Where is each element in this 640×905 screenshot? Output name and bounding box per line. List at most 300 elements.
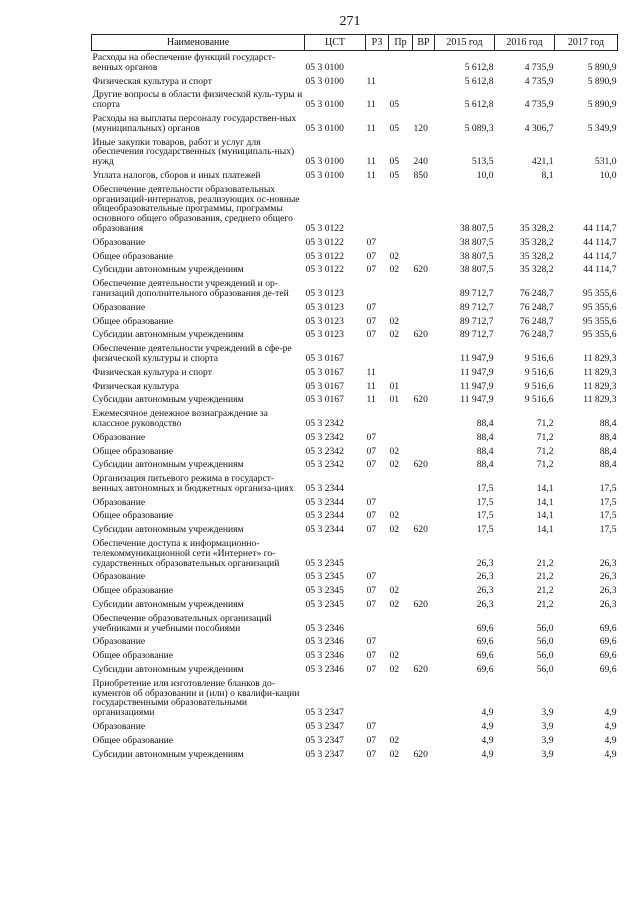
cell-cst: 05 3 0100 <box>305 75 344 87</box>
table-row <box>92 537 618 570</box>
cell-2016: 8,1 <box>541 169 554 181</box>
cell-2017: 11 829,3 <box>583 366 617 378</box>
cell-rz: 11 <box>366 394 376 406</box>
cell-2017: 11 829,3 <box>583 352 617 364</box>
cell-cst: 05 3 0123 <box>305 287 344 299</box>
cell-2015: 4,9 <box>481 721 494 733</box>
cell-rz: 07 <box>366 510 377 522</box>
cell-vr <box>413 584 435 598</box>
cell-2015: 513,5 <box>471 156 494 168</box>
cell-pr <box>389 342 413 366</box>
cell-2016: 4 735,9 <box>524 61 554 73</box>
cell-vr <box>413 472 435 496</box>
cell-rz: 07 <box>366 301 377 313</box>
cell-2016: 21,2 <box>536 599 554 611</box>
cell-pr: 02 <box>389 585 400 597</box>
cell-cst: 05 3 2342 <box>305 459 344 471</box>
cell-name: Субсидии автономным учреждениям <box>92 664 244 676</box>
cell-name: Субсидии автономным учреждениям <box>92 394 244 406</box>
cell-2015: 69,6 <box>476 622 494 634</box>
cell-cst: 05 3 2347 <box>305 707 344 719</box>
cell-2015: 38 807,5 <box>459 236 494 248</box>
cell-name: Общее образование <box>92 734 174 746</box>
cell-name: Общее образование <box>92 510 174 522</box>
cell-cst: 05 3 2346 <box>305 636 344 648</box>
table-row <box>92 263 618 277</box>
table-row <box>92 677 618 720</box>
cell-2017: 5 890,9 <box>587 61 617 73</box>
cell-cst: 05 3 2346 <box>305 664 344 676</box>
cell-rz: 07 <box>366 250 377 262</box>
table-row <box>92 496 618 510</box>
cell-2016: 21,2 <box>536 557 554 569</box>
cell-name: Субсидии автономным учреждениям <box>92 329 244 341</box>
cell-name: Общее образование <box>92 585 174 597</box>
cell-2017: 10,0 <box>599 169 617 181</box>
cell-rz: 07 <box>366 329 377 341</box>
cell-pr <box>389 431 413 445</box>
cell-pr: 02 <box>389 250 400 262</box>
cell-cst: 05 3 0123 <box>305 329 344 341</box>
cell-vr: 850 <box>413 169 428 181</box>
table-row <box>92 88 618 112</box>
cell-2015: 5 612,8 <box>464 99 494 111</box>
cell-2015: 38 807,5 <box>459 264 494 276</box>
cell-2016: 4 735,9 <box>524 99 554 111</box>
cell-cst: 05 3 2347 <box>305 734 344 746</box>
cell-2016: 76 248,7 <box>519 315 554 327</box>
cell-2016: 421,1 <box>531 156 554 168</box>
cell-rz: 07 <box>366 721 377 733</box>
cell-pr <box>389 496 413 510</box>
cell-vr <box>413 570 435 584</box>
cell-pr <box>389 677 413 720</box>
cell-pr <box>389 75 413 89</box>
cell-vr: 120 <box>413 122 428 134</box>
cell-2017: 44 114,7 <box>583 250 617 262</box>
cell-2015: 5 612,8 <box>464 75 494 87</box>
cell-rz: 07 <box>366 236 377 248</box>
cell-pr: 02 <box>389 734 400 746</box>
cell-2017: 88,4 <box>599 431 617 443</box>
cell-vr <box>413 612 435 636</box>
cell-2015: 4,9 <box>481 748 494 760</box>
cell-cst: 05 3 0100 <box>305 99 344 111</box>
cell-vr: 620 <box>413 459 428 471</box>
cell-cst: 05 3 2344 <box>305 524 344 536</box>
cell-2016: 14,1 <box>536 524 554 536</box>
cell-name: Общее образование <box>92 250 174 262</box>
cell-rz <box>366 277 389 301</box>
cell-2015: 88,4 <box>476 445 494 457</box>
cell-name: Обеспечение образовательных организаций учебниками и учебными пособиями <box>92 612 272 634</box>
cell-rz: 07 <box>366 599 377 611</box>
cell-name: Ежемесячное денежное вознаграждение за классное руководство <box>92 408 268 429</box>
cell-2016: 14,1 <box>536 482 554 494</box>
cell-rz: 07 <box>366 445 377 457</box>
cell-pr: 02 <box>389 510 400 522</box>
table-row <box>92 407 618 431</box>
cell-2017: 5 890,9 <box>587 75 617 87</box>
cell-vr <box>413 342 435 366</box>
cell-2015: 11 947,9 <box>460 352 494 364</box>
cell-rz: 07 <box>366 264 377 276</box>
cell-rz: 11 <box>366 156 376 168</box>
table-row <box>92 649 618 663</box>
page-number: 271 <box>339 14 361 29</box>
cell-2017: 44 114,7 <box>583 236 617 248</box>
cell-rz: 07 <box>366 734 377 746</box>
table-row <box>92 315 618 329</box>
table-row <box>92 635 618 649</box>
cell-cst: 05 3 2347 <box>305 721 344 733</box>
cell-pr: 02 <box>389 445 400 457</box>
cell-2015: 89 712,7 <box>459 329 494 341</box>
cell-2015: 26,3 <box>476 571 494 583</box>
cell-pr: 02 <box>389 524 400 536</box>
cell-name: Образование <box>92 721 146 733</box>
cell-vr <box>413 509 435 523</box>
cell-2015: 26,3 <box>476 557 494 569</box>
cell-2016: 9 516,6 <box>524 394 554 406</box>
cell-2017: 95 355,6 <box>582 287 617 299</box>
cell-name: Субсидии автономным учреждениям <box>92 599 244 611</box>
table-row <box>92 612 618 636</box>
cell-2016: 35 328,2 <box>519 250 554 262</box>
cell-vr <box>413 88 435 112</box>
header-rz: РЗ <box>366 35 389 51</box>
cell-2017: 5 349,9 <box>587 122 617 134</box>
cell-pr <box>389 301 413 315</box>
cell-vr <box>413 649 435 663</box>
cell-pr <box>389 236 413 250</box>
cell-pr: 02 <box>389 664 400 676</box>
cell-2016: 9 516,6 <box>524 366 554 378</box>
cell-name: Организация питьевого режима в государст-венных автономных и бюджетных организа-циях <box>92 473 294 494</box>
table-body <box>92 51 618 762</box>
cell-pr: 05 <box>389 99 400 111</box>
cell-2017: 531,0 <box>594 156 617 168</box>
header-name: Наименование <box>92 35 305 51</box>
cell-vr <box>413 720 435 734</box>
cell-pr: 02 <box>389 329 400 341</box>
cell-name: Образование <box>92 236 146 248</box>
cell-vr <box>413 315 435 329</box>
cell-vr: 240 <box>413 156 428 168</box>
cell-rz: 07 <box>366 585 377 597</box>
cell-2016: 3,9 <box>541 748 554 760</box>
cell-2017: 5 890,9 <box>587 99 617 111</box>
cell-vr <box>413 51 435 75</box>
cell-2017: 69,6 <box>599 636 617 648</box>
header-2015: 2015 год <box>435 35 495 51</box>
cell-name: Образование <box>92 636 146 648</box>
cell-cst: 05 3 0167 <box>305 380 344 392</box>
cell-vr: 620 <box>413 599 428 611</box>
cell-name: Обеспечение деятельности учреждений в сфе-ре физической культуры и спорта <box>92 343 292 364</box>
table-row <box>92 183 618 236</box>
cell-cst: 05 3 2345 <box>305 599 344 611</box>
cell-name: Обеспечение деятельности учреждений и ор-ганизаций дополнительного образования де-тей <box>92 278 289 299</box>
cell-name: Образование <box>92 571 146 583</box>
table-row <box>92 136 618 169</box>
cell-2017: 17,5 <box>599 482 617 494</box>
table-row <box>92 509 618 523</box>
cell-2016: 71,2 <box>536 459 554 471</box>
cell-cst: 05 3 0167 <box>305 394 344 406</box>
cell-2017: 69,6 <box>599 664 617 676</box>
cell-pr <box>389 612 413 636</box>
cell-rz: 11 <box>366 366 376 378</box>
cell-vr <box>413 407 435 431</box>
cell-2016: 4 306,7 <box>524 122 554 134</box>
cell-pr: 05 <box>389 122 400 134</box>
cell-cst: 05 3 0100 <box>305 169 344 181</box>
cell-2015: 17,5 <box>476 510 494 522</box>
cell-2015: 38 807,5 <box>459 222 494 234</box>
cell-pr <box>389 407 413 431</box>
cell-2017: 17,5 <box>599 524 617 536</box>
table-row <box>92 112 618 136</box>
cell-2017: 4,9 <box>604 707 617 719</box>
cell-vr: 620 <box>413 329 428 341</box>
cell-2017: 4,9 <box>604 748 617 760</box>
cell-2016: 9 516,6 <box>524 352 554 364</box>
table-row <box>92 523 618 537</box>
cell-rz: 07 <box>366 571 377 583</box>
cell-name: Приобретение или изготовление бланков до-кументов об образовании и (или) о квалифи-кации государственными образовательными организациями <box>92 677 300 719</box>
cell-2017: 44 114,7 <box>583 264 617 276</box>
cell-2015: 11 947,9 <box>460 394 494 406</box>
cell-2017: 11 829,3 <box>583 394 617 406</box>
cell-cst: 05 3 2344 <box>305 510 344 522</box>
cell-2015: 88,4 <box>476 431 494 443</box>
cell-2016: 3,9 <box>541 721 554 733</box>
cell-cst: 05 3 2342 <box>305 431 344 443</box>
table-row <box>92 584 618 598</box>
cell-name: Общее образование <box>92 445 174 457</box>
cell-2016: 14,1 <box>536 510 554 522</box>
table-header <box>92 35 618 51</box>
cell-name: Обеспечение деятельности образовательных организаций-интернатов, реализующих ос-новные общеобразовательные программы, программы основного общего образования, среднего общего образования <box>92 183 300 234</box>
cell-2016: 21,2 <box>536 585 554 597</box>
cell-2016: 3,9 <box>541 707 554 719</box>
cell-2017: 26,3 <box>599 599 617 611</box>
cell-cst: 05 3 2347 <box>305 748 344 760</box>
cell-rz: 07 <box>366 315 377 327</box>
cell-name: Субсидии автономным учреждениям <box>92 748 244 760</box>
cell-2015: 88,4 <box>476 459 494 471</box>
cell-vr <box>413 734 435 748</box>
cell-rz: 07 <box>366 664 377 676</box>
table-row <box>92 236 618 250</box>
table-row <box>92 598 618 612</box>
cell-cst: 05 3 0122 <box>305 250 344 262</box>
cell-2016: 3,9 <box>541 734 554 746</box>
cell-cst: 05 3 0167 <box>305 352 344 364</box>
cell-2015: 89 712,7 <box>459 301 494 313</box>
cell-2015: 89 712,7 <box>459 315 494 327</box>
cell-pr <box>389 51 413 75</box>
cell-cst: 05 3 0123 <box>305 315 344 327</box>
cell-cst: 05 3 2346 <box>305 622 344 634</box>
cell-name: Общее образование <box>92 315 174 327</box>
table-row <box>92 250 618 264</box>
cell-pr: 01 <box>389 380 400 392</box>
cell-vr <box>413 250 435 264</box>
cell-2015: 17,5 <box>476 482 494 494</box>
cell-2017: 88,4 <box>599 459 617 471</box>
table-row <box>92 663 618 677</box>
cell-2017: 88,4 <box>599 417 617 429</box>
cell-cst: 05 3 0100 <box>305 61 344 73</box>
table-row <box>92 380 618 394</box>
cell-cst: 05 3 0122 <box>305 264 344 276</box>
cell-2016: 35 328,2 <box>519 264 554 276</box>
cell-2017: 11 829,3 <box>583 380 617 392</box>
cell-vr <box>413 445 435 459</box>
cell-rz <box>366 407 389 431</box>
cell-cst: 05 3 0123 <box>305 301 344 313</box>
cell-cst: 05 3 0100 <box>305 156 344 168</box>
cell-2017: 88,4 <box>599 445 617 457</box>
cell-2015: 88,4 <box>476 417 494 429</box>
cell-name: Образование <box>92 301 146 313</box>
cell-pr <box>389 537 413 570</box>
cell-rz: 11 <box>366 122 376 134</box>
cell-pr <box>389 570 413 584</box>
cell-rz: 07 <box>366 636 377 648</box>
table-row <box>92 393 618 407</box>
cell-pr <box>389 366 413 380</box>
budget-table <box>91 34 618 761</box>
cell-2015: 4,9 <box>481 707 494 719</box>
header-2017: 2017 год <box>555 35 618 51</box>
cell-cst: 05 3 2344 <box>305 496 344 508</box>
cell-2016: 35 328,2 <box>519 222 554 234</box>
cell-2017: 95 355,6 <box>582 329 617 341</box>
table-row <box>92 342 618 366</box>
cell-vr: 620 <box>413 748 428 760</box>
cell-rz <box>366 612 389 636</box>
cell-vr <box>413 431 435 445</box>
cell-2015: 11 947,9 <box>460 380 494 392</box>
cell-name: Физическая культура и спорт <box>92 366 212 378</box>
cell-2016: 76 248,7 <box>519 301 554 313</box>
cell-cst: 05 3 2345 <box>305 585 344 597</box>
table-row <box>92 734 618 748</box>
cell-cst: 05 3 2342 <box>305 417 344 429</box>
cell-2016: 76 248,7 <box>519 329 554 341</box>
cell-rz: 07 <box>366 748 377 760</box>
cell-2016: 56,0 <box>536 650 554 662</box>
table-row <box>92 51 618 75</box>
cell-vr: 620 <box>413 524 428 536</box>
cell-name: Расходы на выплаты персоналу государствен-ных (муниципальных) органов <box>92 112 297 134</box>
cell-pr: 02 <box>389 650 400 662</box>
cell-vr <box>413 301 435 315</box>
cell-name: Расходы на обеспечение функций государст-венных органов <box>92 52 276 73</box>
cell-rz: 07 <box>366 496 377 508</box>
cell-cst: 05 3 2345 <box>305 557 344 569</box>
cell-2016: 71,2 <box>536 445 554 457</box>
cell-rz: 07 <box>366 650 377 662</box>
cell-2017: 69,6 <box>599 650 617 662</box>
table-row <box>92 445 618 459</box>
cell-2015: 5 612,8 <box>464 61 494 73</box>
cell-vr: 620 <box>413 394 428 406</box>
cell-2015: 11 947,9 <box>460 366 494 378</box>
cell-rz: 11 <box>366 99 376 111</box>
cell-pr: 01 <box>389 394 400 406</box>
cell-rz <box>366 472 389 496</box>
cell-pr <box>389 720 413 734</box>
cell-2016: 35 328,2 <box>519 236 554 248</box>
cell-2017: 26,3 <box>599 557 617 569</box>
cell-name: Общее образование <box>92 650 174 662</box>
cell-vr <box>413 677 435 720</box>
cell-2017: 17,5 <box>599 496 617 508</box>
cell-2016: 9 516,6 <box>524 380 554 392</box>
cell-2016: 56,0 <box>536 636 554 648</box>
cell-2017: 69,6 <box>599 622 617 634</box>
cell-cst: 05 3 0122 <box>305 222 344 234</box>
cell-2015: 17,5 <box>476 496 494 508</box>
cell-name: Образование <box>92 496 146 508</box>
cell-pr <box>389 472 413 496</box>
cell-2015: 5 089,3 <box>464 122 494 134</box>
cell-cst: 05 3 0167 <box>305 366 344 378</box>
cell-2017: 17,5 <box>599 510 617 522</box>
cell-2015: 4,9 <box>481 734 494 746</box>
cell-name: Физическая культура и спорт <box>92 75 212 87</box>
table-row <box>92 472 618 496</box>
cell-name: Субсидии автономным учреждениям <box>92 459 244 471</box>
table-row <box>92 328 618 342</box>
cell-rz <box>366 537 389 570</box>
cell-pr: 05 <box>389 156 400 168</box>
cell-pr: 02 <box>389 748 400 760</box>
table-row <box>92 748 618 762</box>
cell-2015: 69,6 <box>476 650 494 662</box>
header-cst: ЦСТ <box>305 35 366 51</box>
cell-pr: 02 <box>389 315 400 327</box>
cell-vr <box>413 183 435 236</box>
cell-rz <box>366 183 389 236</box>
cell-name: Обеспечение доступа к информационно-телекоммуникационной сети «Интернет» го-сударственных образовательных организаций <box>92 538 280 569</box>
cell-name: Иные закупки товаров, работ и услуг для обеспечения государственных (муниципаль-ных) нужд <box>92 136 295 168</box>
table-row <box>92 570 618 584</box>
cell-2017: 44 114,7 <box>583 222 617 234</box>
header-vr: ВР <box>413 35 435 51</box>
cell-vr <box>413 75 435 89</box>
table-row <box>92 277 618 301</box>
cell-2017: 95 355,6 <box>582 301 617 313</box>
cell-2016: 56,0 <box>536 622 554 634</box>
cell-pr: 02 <box>389 264 400 276</box>
cell-name: Образование <box>92 431 146 443</box>
cell-vr <box>413 277 435 301</box>
cell-2016: 14,1 <box>536 496 554 508</box>
cell-2015: 10,0 <box>476 169 494 181</box>
cell-cst: 05 3 2346 <box>305 650 344 662</box>
cell-vr <box>413 496 435 510</box>
cell-cst: 05 3 0100 <box>305 122 344 134</box>
cell-rz: 07 <box>366 431 377 443</box>
cell-2015: 69,6 <box>476 636 494 648</box>
cell-2015: 69,6 <box>476 664 494 676</box>
cell-2017: 26,3 <box>599 585 617 597</box>
